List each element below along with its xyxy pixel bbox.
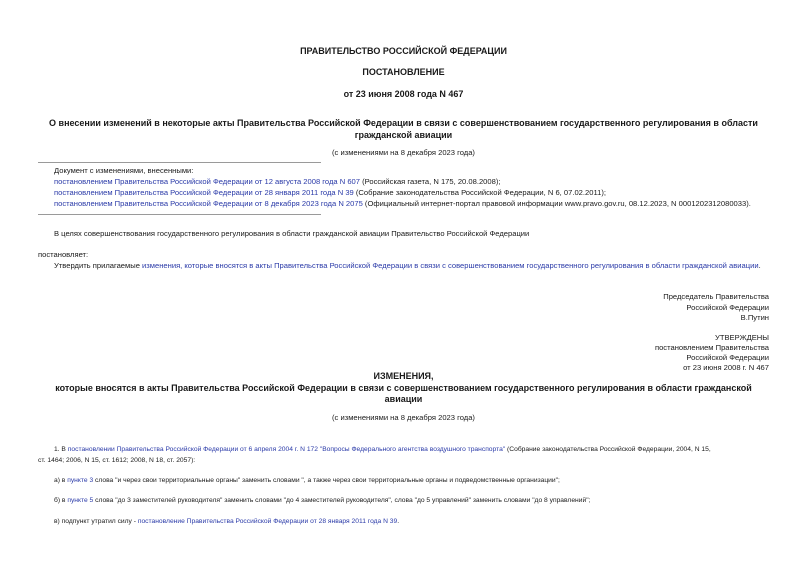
item-1-source: (Собрание законодательства Российской Федерации, 2004, N 15, — [505, 446, 711, 453]
document-type: ПОСТАНОВЛЕНИЕ — [362, 67, 445, 77]
signature-name: В.Путин — [740, 313, 769, 322]
document-date-number: от 23 июня 2008 года N 467 — [343, 89, 464, 99]
subitem-a-link[interactable]: пункте 3 — [67, 477, 94, 484]
item-1-prefix: 1. В — [54, 446, 68, 453]
amendment-link[interactable]: постановлением Правительства Российской Федерации от 12 августа 2008 года N 607 — [54, 177, 360, 186]
signature-country: Российской Федерации — [686, 303, 769, 312]
changes-note-2: (с изменениями на 8 декабря 2023 года) — [332, 413, 475, 422]
decree-suffix: . — [758, 261, 761, 270]
amendment-item — [54, 177, 500, 187]
preamble-text: В целях совершенствования государственного регулирования в области гражданской авиации Правительство Российской Федерации — [54, 229, 530, 238]
approved-by: постановлением Правительства — [654, 343, 769, 352]
subitem-v — [54, 517, 399, 526]
subitem-b-text: слова "до 3 заместителей руководителя" заменить словами "до 4 заместителей руководителя", слова "до 5 управлений" заменить словами "до 8 управлений"; — [93, 497, 591, 504]
subitem-a-prefix: а) в — [54, 477, 68, 484]
amendment-link[interactable]: постановлением Правительства Российской Федерации от 8 декабря 2023 года N 2075 — [54, 199, 363, 208]
document-title-line2: гражданской авиации — [354, 130, 453, 140]
amendment-link[interactable]: постановлением Правительства Российской Федерации от 28 января 2011 года N 39 — [54, 188, 354, 197]
amendments-heading: Документ с изменениями, внесенными: — [54, 166, 194, 175]
subitem-b-prefix: б) в — [54, 497, 68, 504]
item-1-link[interactable]: постановлении Правительства Российской Федерации от 6 апреля 2004 г. N 172 "Вопросы Федерального агентства воздушного транспорта" — [67, 446, 506, 453]
approved-date: от 23 июня 2008 г. N 467 — [683, 363, 769, 372]
item-1 — [54, 445, 711, 454]
approved-label: УТВЕРЖДЕНЫ — [715, 333, 769, 342]
item-1-line2: ст. 1464; 2006, N 15, ст. 1612; 2008, N 18, ст. 2057): — [38, 457, 196, 464]
amendment-item — [54, 188, 606, 198]
subitem-a — [54, 476, 560, 485]
subitem-b — [54, 496, 590, 505]
subitem-a-text: слова "и через свои территориальные органы" заменить словами ", а также через свои территориальные органы и подведомственные организации"; — [93, 477, 560, 484]
changes-title: ИЗМЕНЕНИЯ, — [373, 371, 434, 381]
decree-text — [54, 261, 761, 271]
document-title-line1: О внесении изменений в некоторые акты Правительства Российской Федерации в связи с совершенствованием государственного регулирования в области — [49, 118, 758, 128]
amendment-item — [54, 199, 751, 209]
changes-subtitle-line2: авиации — [384, 394, 423, 404]
subitem-b-link[interactable]: пункте 5 — [67, 497, 94, 504]
amendment-source: (Официальный интернет-портал правовой информации www.pravo.gov.ru, 08.12.2023, N 0001202312080033). — [362, 199, 751, 208]
divider-top — [38, 162, 321, 163]
changes-note: (с изменениями на 8 декабря 2023 года) — [332, 148, 475, 157]
subitem-v-suffix: . — [397, 518, 400, 525]
subitem-v-link[interactable]: постановление Правительства Российской Федерации от 28 января 2011 года N 39 — [137, 518, 398, 525]
divider-bottom — [38, 214, 321, 215]
changes-link[interactable]: изменения, которые вносятся в акты Правительства Российской Федерации в связи с совершенствованием государственного регулирования в области гражданской авиации — [142, 261, 759, 270]
amendment-source: (Российская газета, N 175, 20.08.2008); — [360, 177, 501, 186]
amendment-source: (Собрание законодательства Российской Федерации, N 6, 07.02.2011); — [353, 188, 606, 197]
decree-prefix: Утвердить прилагаемые — [54, 261, 143, 270]
signature-position: Председатель Правительства — [663, 292, 769, 301]
government-name: ПРАВИТЕЛЬСТВО РОССИЙСКОЙ ФЕДЕРАЦИИ — [300, 46, 507, 56]
approved-country: Российской Федерации — [686, 353, 769, 362]
subitem-v-prefix: в) подпункт утратил силу - — [54, 518, 138, 525]
changes-subtitle-line1: которые вносятся в акты Правительства Российской Федерации в связи с совершенствованием государственного регулирования в области гражданской — [55, 383, 752, 393]
decree-label: постановляет: — [38, 250, 89, 259]
